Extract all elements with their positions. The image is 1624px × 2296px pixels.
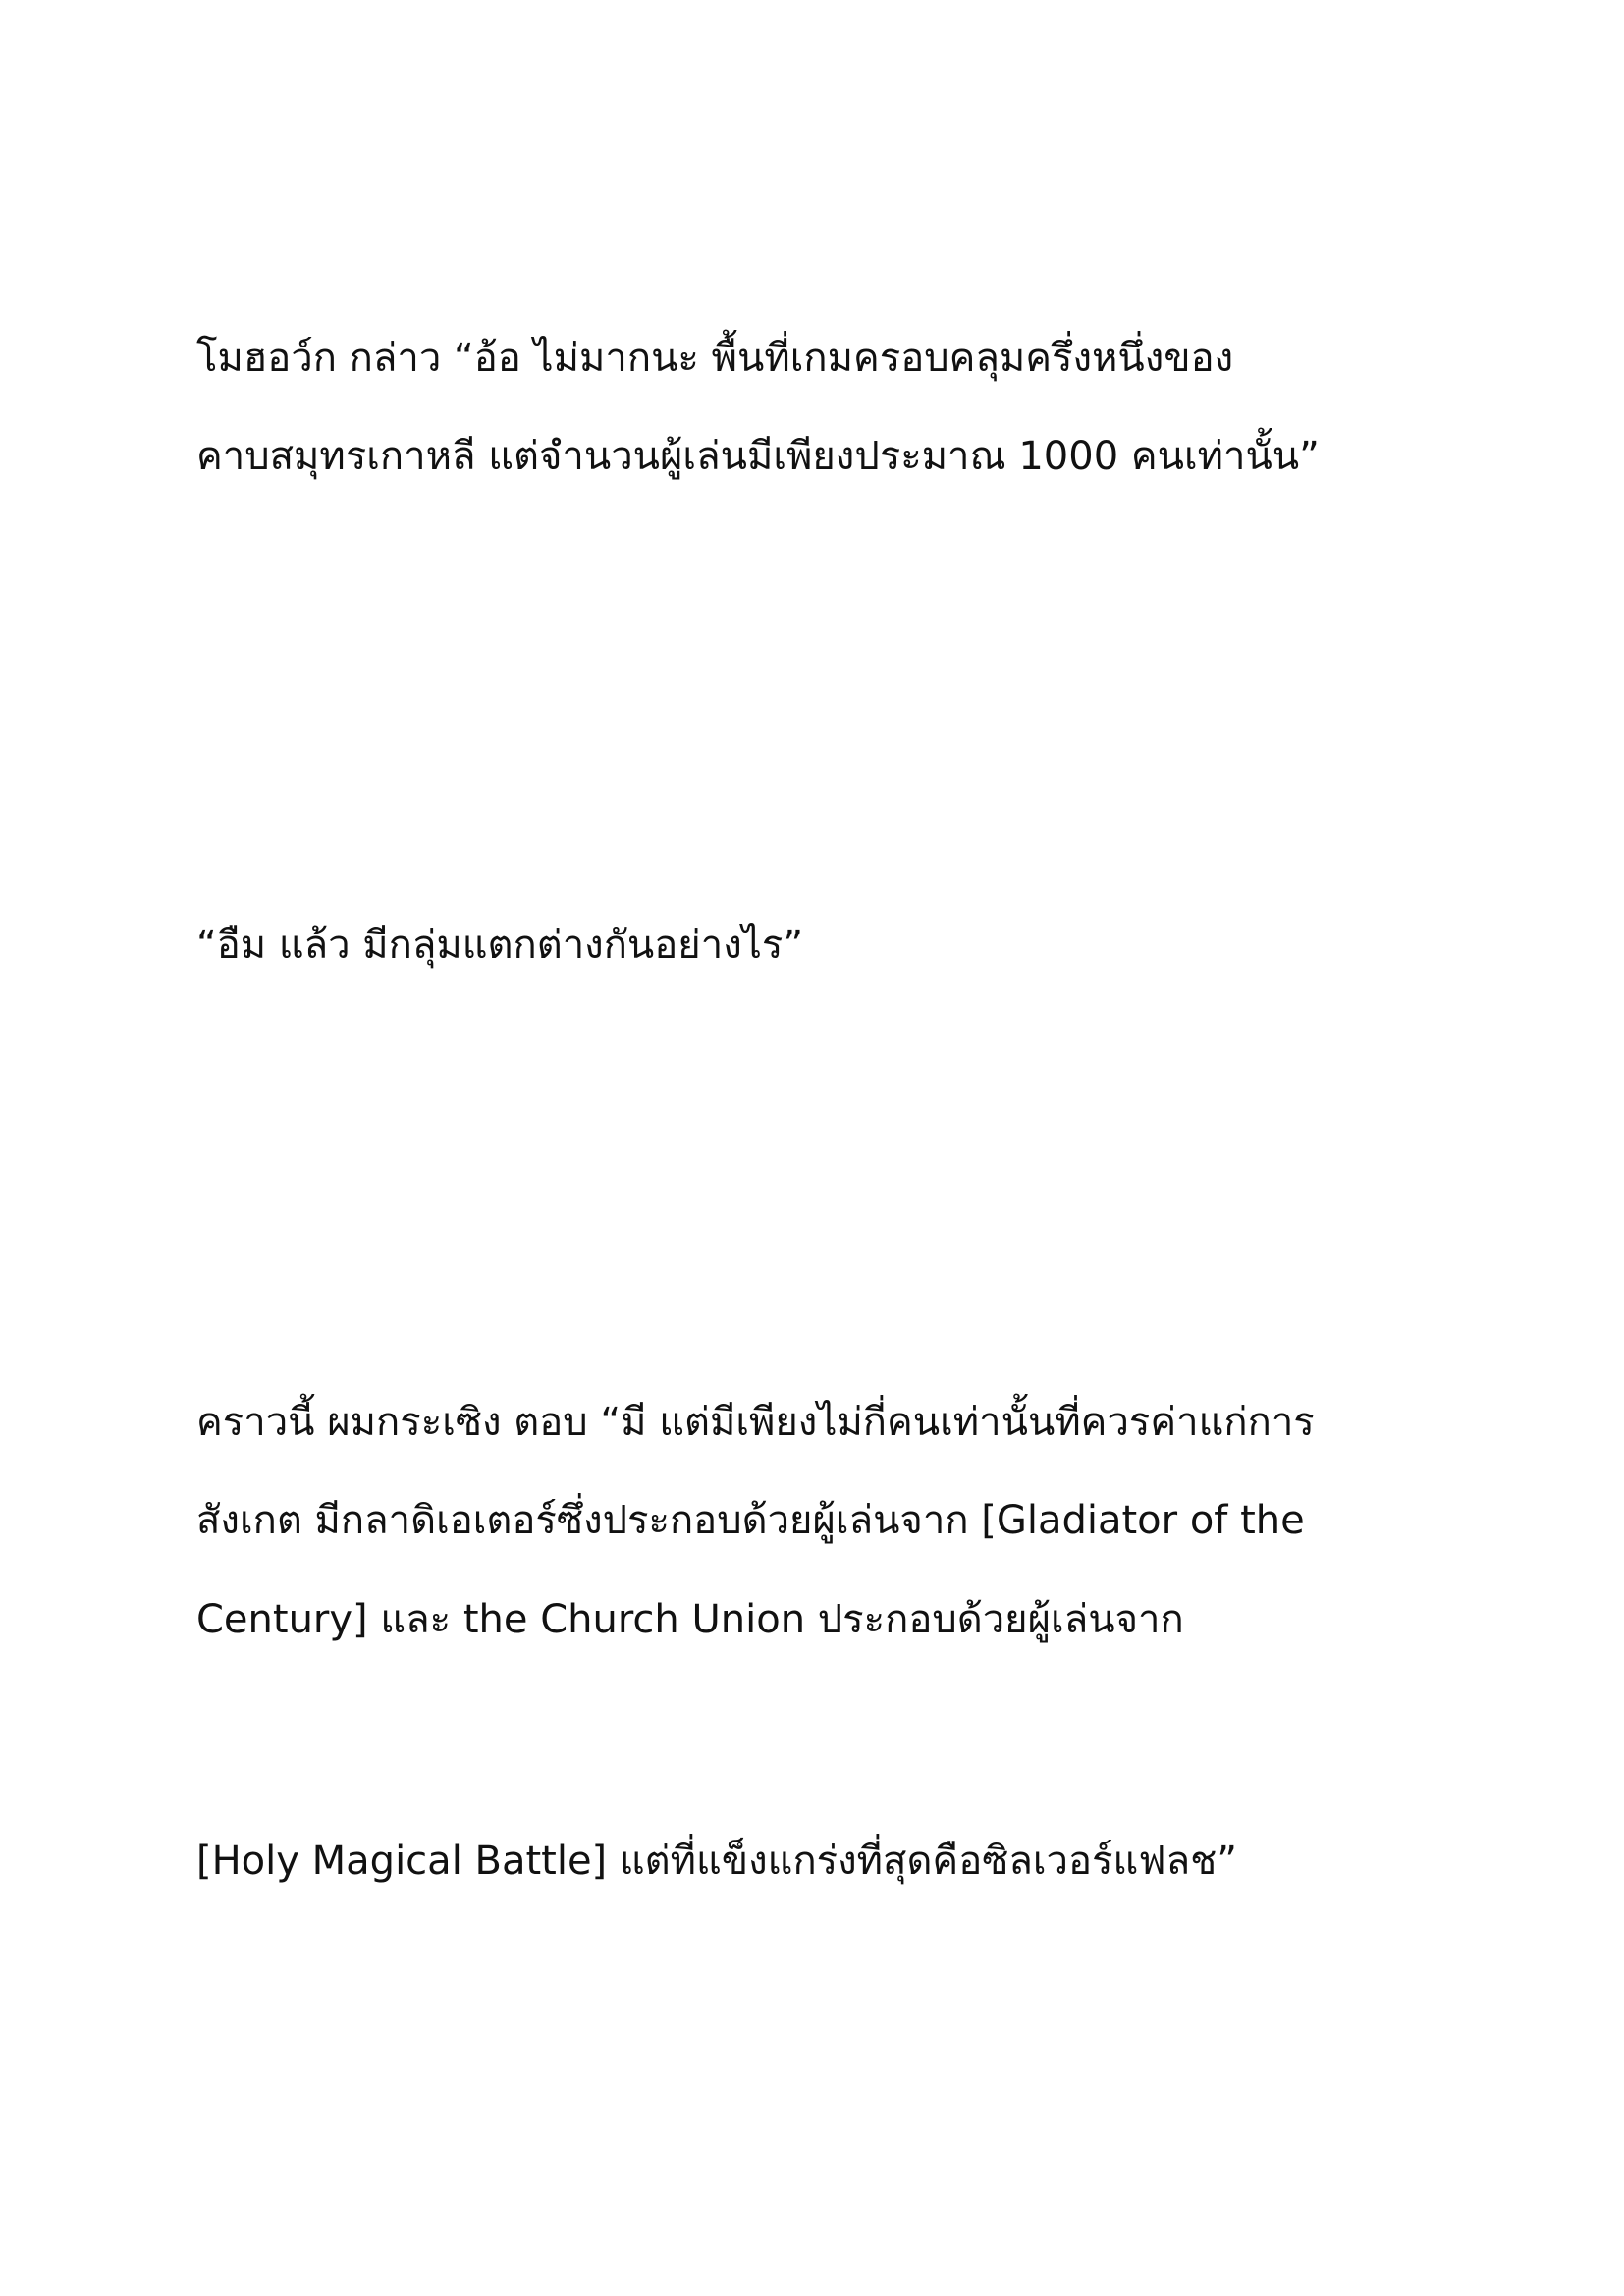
paragraph-3-line-1: คราวนี้ ผมกระเซิง ตอบ “มี แต่มีเพียงไม่กี่คนเท่านั้นที่ควรค่าแก่การ [196, 1400, 1315, 1445]
paragraph-1-line-2: คาบสมุทรเกาหลี แต่จำนวนผู้เล่นมีเพียงประมาณ 1000 คนเท่านั้น” [196, 434, 1320, 479]
paragraph-4-line-1: [Holy Magical Battle] แต่ที่แข็งแกร่งที่สุดคือซิลเวอร์แฟลช” [196, 1839, 1237, 1884]
paragraph-3-line-2: สังเกต มีกลาดิเอเตอร์ซึ่งประกอบด้วยผู้เล่นจาก [Gladiator of the [196, 1498, 1305, 1543]
paragraph-1-line-1: โมฮอว์ก กล่าว “อ้อ ไม่มากนะ พื้นที่เกมครอบคลุมครึ่งหนึ่งของ [196, 336, 1234, 381]
paragraph-3-line-3: Century] และ the Church Union ประกอบด้วยผู้เล่นจาก [196, 1597, 1184, 1642]
paragraph-2-line-1: “อืม แล้ว มีกลุ่มแตกต่างกันอย่างไร” [196, 923, 804, 968]
